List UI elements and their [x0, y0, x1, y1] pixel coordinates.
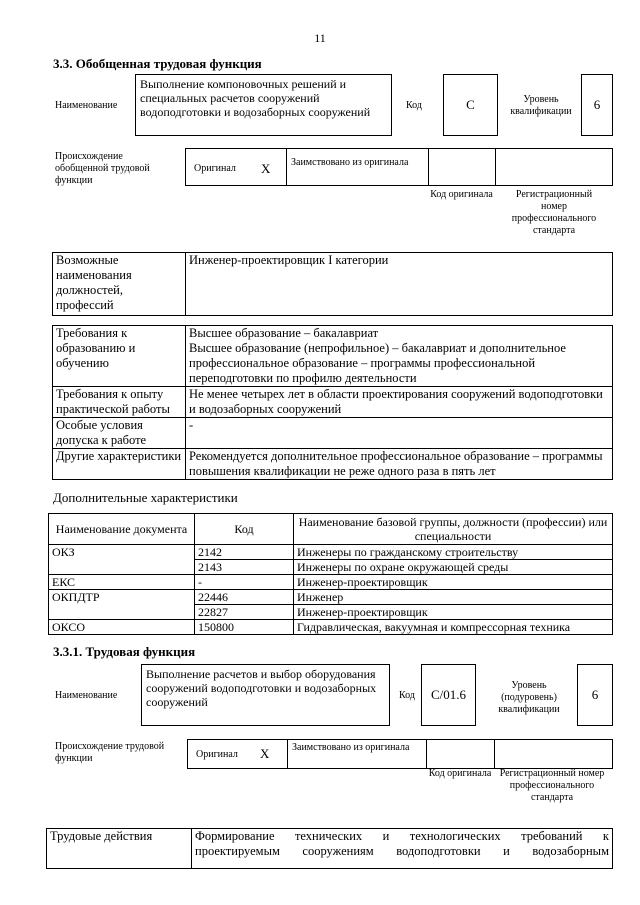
original-label: Оригинал	[196, 749, 238, 760]
doc-cell: ОКСО	[49, 620, 195, 635]
doc-cell	[49, 560, 195, 575]
divider	[287, 740, 288, 768]
subsection-title: 3.3.1. Трудовая функция	[53, 644, 196, 659]
positions-label: Возможные наименования должностей, профессий	[53, 253, 186, 316]
reg-number-caption: Регистрационный номер профессионального стандарта	[511, 189, 597, 236]
table-row	[49, 545, 613, 560]
divider	[495, 149, 496, 185]
code-original-caption: Код оригинала	[428, 768, 492, 779]
level-label: Уровень (подуровень) квалификации	[498, 680, 560, 715]
table-row	[49, 620, 613, 635]
code-box: С	[443, 74, 498, 136]
borrowed-label: Заимствовано из оригинала	[291, 157, 409, 168]
divider	[494, 740, 495, 768]
positions-value: Инженер-проектировщик I категории	[186, 253, 613, 316]
req-value: Рекомендуется дополнительное профессиональное образование – программы повышения квалификации не реже одного раза в пять лет	[186, 449, 613, 480]
reg-number-caption: Регистрационный номер профессионального стандарта	[499, 768, 605, 803]
actions-table	[46, 828, 613, 869]
level-box: 6	[577, 664, 613, 726]
code-cell: 22446	[195, 590, 294, 605]
section-title: 3.3. Обобщенная трудовая функция	[53, 56, 262, 71]
actions-line: Формирование технических и технологических требований к	[195, 829, 609, 843]
code-cell: 22827	[195, 605, 294, 620]
req-label: Другие характеристики	[53, 449, 186, 480]
code-cell: -	[195, 575, 294, 590]
table-row	[49, 590, 613, 605]
doc-cell	[49, 605, 195, 620]
original-label: Оригинал	[194, 163, 236, 174]
doc-cell: ЕКС	[49, 575, 195, 590]
table-row	[49, 605, 613, 620]
divider	[286, 149, 287, 185]
borrowed-label: Заимствовано из оригинала	[292, 742, 410, 753]
actions-label: Трудовые действия	[47, 829, 192, 869]
name-cell: Инженеры по охране окружающей среды	[294, 560, 613, 575]
code-cell: 2143	[195, 560, 294, 575]
code-box: С/01.6	[421, 664, 476, 726]
requirements-table	[52, 325, 613, 480]
origin-label: Происхождение трудовой функции	[55, 741, 165, 764]
function-name-box	[141, 664, 390, 726]
doc-cell: ОКЗ	[49, 545, 195, 560]
original-mark: X	[261, 161, 271, 176]
col-header: Наименование документа	[49, 514, 195, 545]
additional-table	[48, 513, 613, 635]
code-cell: 150800	[195, 620, 294, 635]
req-value: Высшее образование – бакалавриат Высшее образование (непрофильное) – бакалавриат и дополнительное профессиональное образование – программы профессиональной переподготовки по профилю деятельности	[186, 326, 613, 387]
col-header: Код	[195, 514, 294, 545]
original-mark: X	[260, 746, 270, 761]
function-name: Выполнение компоновочных решений и специальных расчетов сооружений водоподготовки и водозаборных сооружений	[140, 77, 371, 119]
req-label: Требования к образованию и обучению	[53, 326, 186, 387]
positions-table	[52, 252, 613, 316]
doc-cell: ОКПДТР	[49, 590, 195, 605]
req-label: Особые условия допуска к работе	[53, 418, 186, 449]
additional-title: Дополнительные характеристики	[53, 490, 238, 505]
req-value: -	[186, 418, 613, 449]
code-label: Код	[406, 100, 422, 111]
divider	[426, 740, 427, 768]
name-cell: Гидравлическая, вакуумная и компрессорная техника	[294, 620, 613, 635]
origin-table	[187, 739, 613, 769]
actions-line: проектируемым сооружениям водоподготовки и водозаборным	[195, 844, 609, 858]
level-box: 6	[581, 74, 613, 136]
name-cell: Инженер-проектировщик	[294, 575, 613, 590]
name-cell: Инженер	[294, 590, 613, 605]
name-cell: Инженер-проектировщик	[294, 605, 613, 620]
code-label: Код	[399, 690, 415, 701]
col-header: Наименование базовой группы, должности (профессии) или специальности	[294, 514, 613, 545]
name-cell: Инженеры по гражданскому строительству	[294, 545, 613, 560]
origin-label: Происхождение обобщенной трудовой функции	[55, 151, 150, 186]
req-label: Требования к опыту практической работы	[53, 387, 186, 418]
table-row	[49, 560, 613, 575]
req-value: Не менее четырех лет в области проектирования сооружений водоподготовки и водозаборных сооружений	[186, 387, 613, 418]
origin-table	[185, 148, 613, 186]
name-label: Наименование	[55, 100, 118, 111]
function-name-box	[135, 74, 392, 136]
name-label: Наименование	[55, 690, 118, 701]
code-cell: 2142	[195, 545, 294, 560]
page-number: 11	[314, 31, 326, 45]
level-label: Уровень квалификации	[510, 94, 572, 117]
divider	[428, 149, 429, 185]
table-row	[49, 575, 613, 590]
function-name: Выполнение расчетов и выбор оборудования сооружений водоподготовки и водозаборных сооружений	[146, 667, 377, 709]
code-original-caption: Код оригинала	[430, 189, 493, 200]
